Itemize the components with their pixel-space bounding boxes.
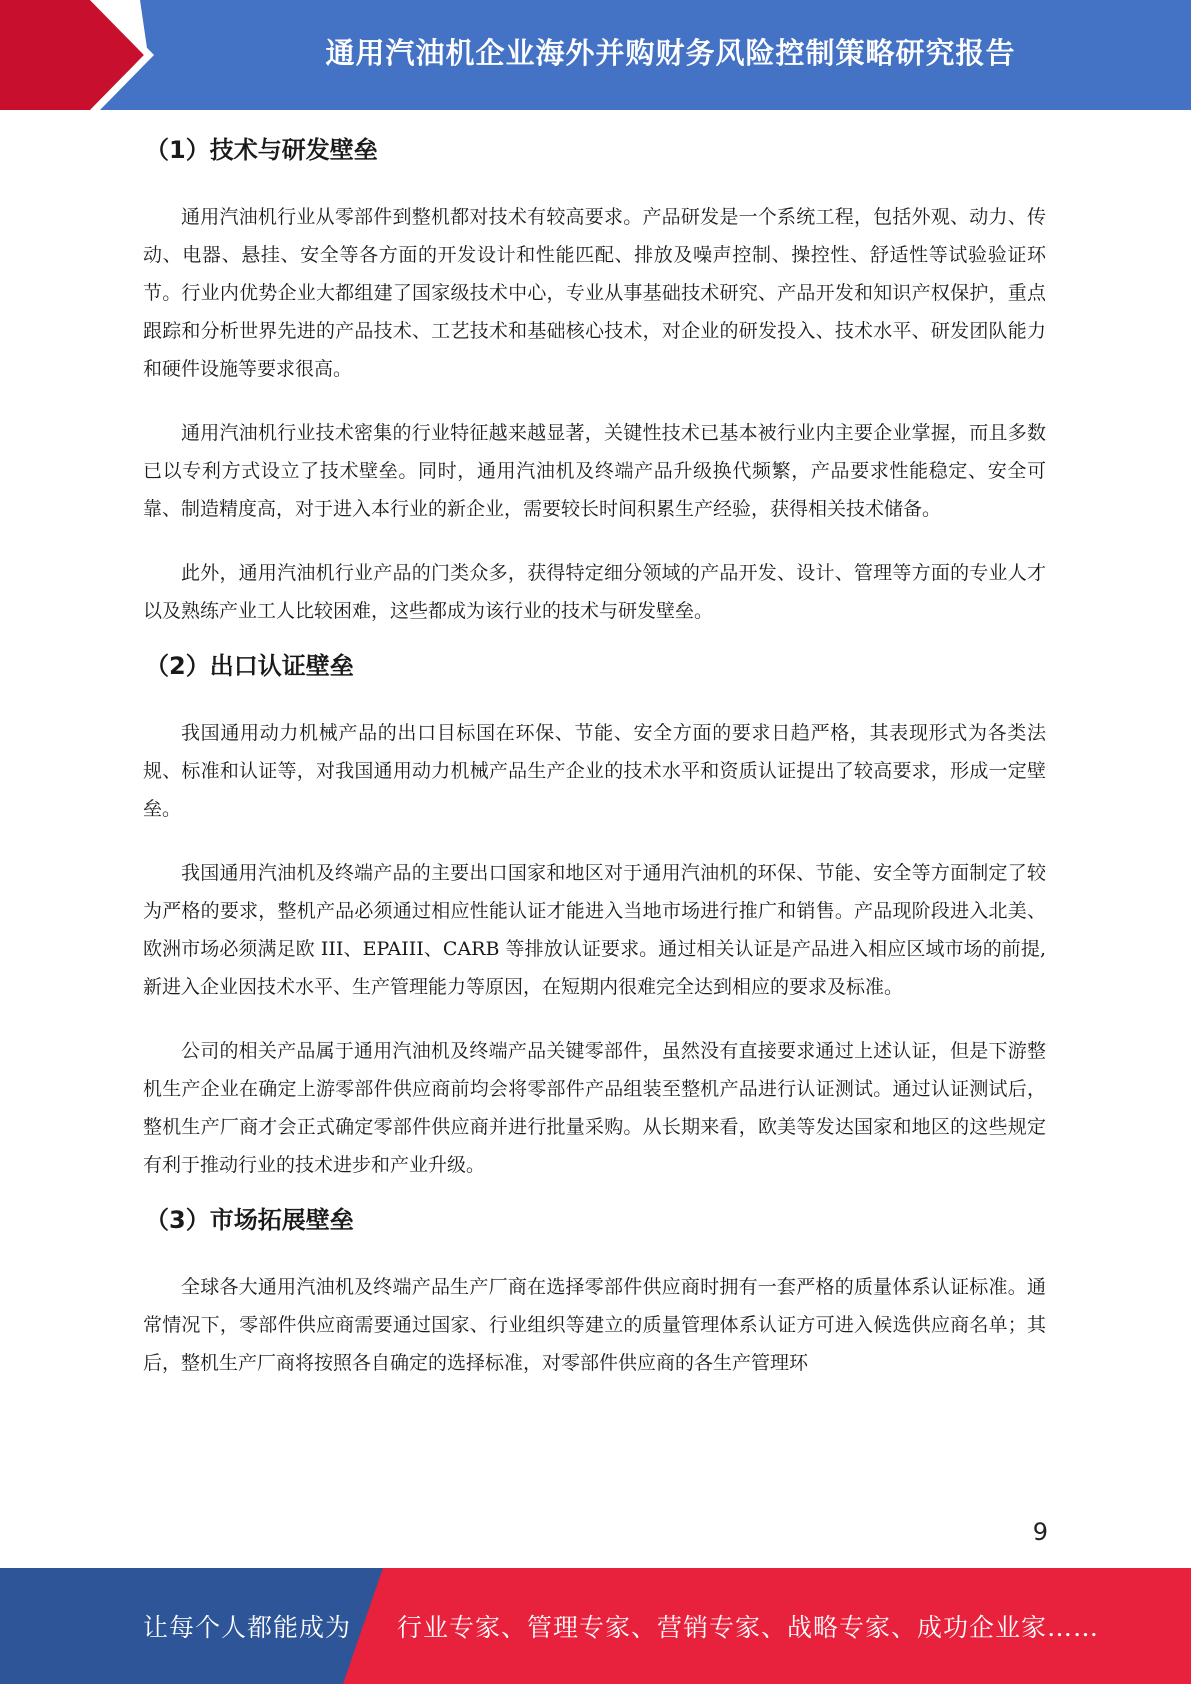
report-title: 通用汽油机企业海外并购财务风险控制策略研究报告 (325, 36, 1016, 70)
paragraph: 通用汽油机行业从零部件到整机都对技术有较高要求。产品研发是一个系统工程，包括外观、动力、传动、电器、悬挂、安全等各方面的开发设计和性能匹配、排放及噪声控制、操控性、舒适性等试验验证环节。行业内优势企业大都组建了国家级技术中心，专业从事基础技术研究、产品开发和知识产权保护，重点跟踪和分析世界先进的产品技术、工艺技术和基础核心技术，对企业的研发投入、技术水平、研发团队能力和硬件设施等要求很高。 (143, 206, 1046, 380)
page-header (0, 0, 1191, 110)
section-heading-export-cert: （2）出口认证壁垒 (145, 652, 354, 680)
paragraph: 通用汽油机行业技术密集的行业特征越来越显著，关键性技术已基本被行业内主要企业掌握，而且多数已以专利方式设立了技术壁垒。同时，通用汽油机及终端产品升级换代频繁，产品要求性能稳定、安全可靠、制造精度高，对于进入本行业的新企业，需要较长时间积累生产经验，获得相关技术储备。 (143, 422, 1046, 520)
paragraph: 此外，通用汽油机行业产品的门类众多，获得特定细分领域的产品开发、设计、管理等方面的专业人才以及熟练产业工人比较困难，这些都成为该行业的技术与研发壁垒。 (143, 562, 1046, 622)
section-heading-market: （3）市场拓展壁垒 (145, 1206, 354, 1234)
paragraph: 全球各大通用汽油机及终端产品生产厂商在选择零部件供应商时拥有一套严格的质量体系认证标准。通常情况下，零部件供应商需要通过国家、行业组织等建立的质量管理体系认证方可进入候选供应商名单；其后，整机生产厂商将按照各自确定的选择标准，对零部件供应商的各生产管理环 (143, 1276, 1046, 1374)
page-footer (0, 1568, 1191, 1684)
footer-slogan-left: 让每个人都能成为 (143, 1613, 352, 1642)
page-number: 9 (1032, 1518, 1048, 1546)
paragraph: 我国通用汽油机及终端产品的主要出口国家和地区对于通用汽油机的环保、节能、安全等方面制定了较为严格的要求，整机产品必须通过相应性能认证才能进入当地市场进行推广和销售。产品现阶段进入北美、欧洲市场必须满足欧 III、EPAIII、CARB 等排放认证要求。通过相关认证是产品进入相应区域市场的前提,新进入企业因技术水平、生产管理能力等原因，在短期内很难完全达到相应的要求及标准。 (143, 862, 1046, 998)
paragraph: 我国通用动力机械产品的出口目标国在环保、节能、安全方面的要求日趋严格，其表现形式为各类法规、标准和认证等，对我国通用动力机械产品生产企业的技术水平和资质认证提出了较高要求，形成一定壁垒。 (143, 722, 1046, 820)
section-heading-tech-rd: （1）技术与研发壁垒 (145, 136, 378, 164)
footer-slogan-right: 行业专家、管理专家、营销专家、战略专家、成功企业家…… (397, 1613, 1100, 1642)
paragraph: 公司的相关产品属于通用汽油机及终端产品关键零部件，虽然没有直接要求通过上述认证，但是下游整机生产企业在确定上游零部件供应商前均会将零部件产品组装至整机产品进行认证测试。通过认证测试后，整机生产厂商才会正式确定零部件供应商并进行批量采购。从长期来看，欧美等发达国家和地区的这些规定有利于推动行业的技术进步和产业升级。 (143, 1040, 1046, 1176)
document-body (143, 128, 1046, 1382)
